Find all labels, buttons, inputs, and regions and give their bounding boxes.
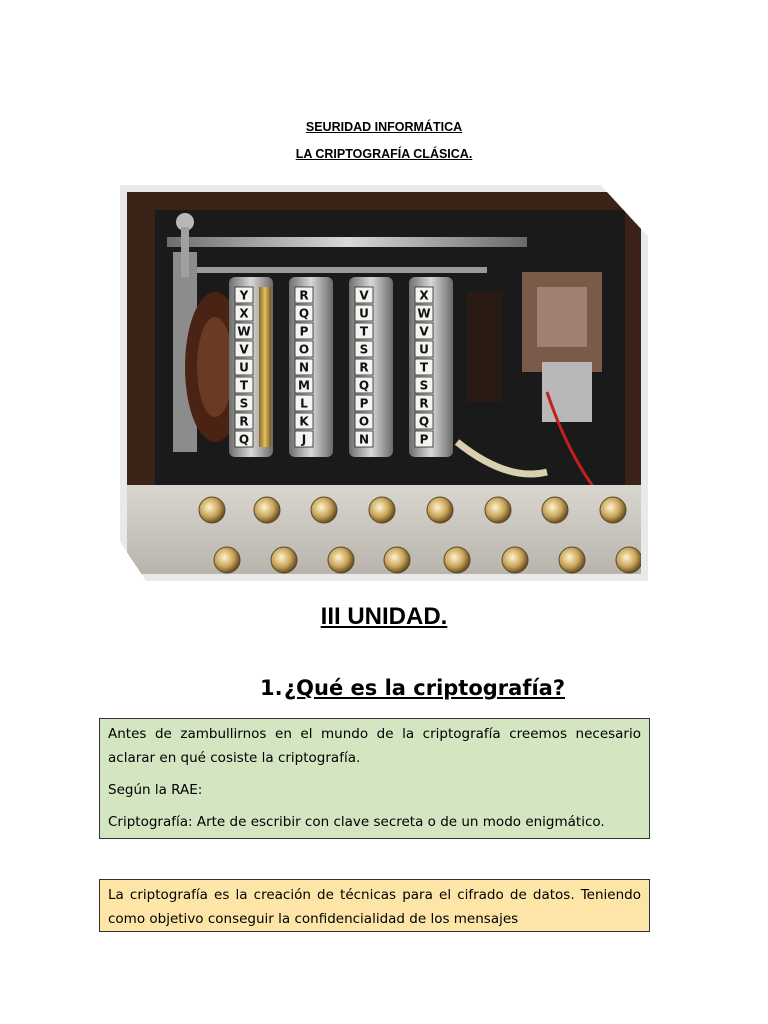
rotor-letter: X xyxy=(419,288,429,303)
rotor-letter: O xyxy=(298,342,310,357)
rotor-letter: U xyxy=(239,360,249,375)
rotor-letter: Q xyxy=(298,306,310,321)
rotor-letter: P xyxy=(359,396,369,411)
definition-box xyxy=(99,718,650,839)
rotor-letter: P xyxy=(299,324,309,339)
rae-definition: Criptografía: Arte de escribir con clave secreta o de un modo enigmático. xyxy=(108,814,605,830)
lamp xyxy=(311,497,337,523)
rotor-letter: L xyxy=(300,396,308,411)
rotor-letter: O xyxy=(358,414,370,429)
lamp xyxy=(199,497,225,523)
rotor-letter: R xyxy=(299,288,309,303)
rotor-letter: W xyxy=(417,306,431,321)
rotor-letter: M xyxy=(298,378,310,393)
lamp xyxy=(502,547,528,573)
summary-paragraph: La criptografía es la creación de técnicas para el cifrado de datos. Teniendo como objetivo conseguir la confidencialidad de los mensajes xyxy=(108,887,641,927)
unit-title: III UNIDAD. xyxy=(320,603,448,630)
rotor-letter: R xyxy=(419,396,429,411)
enigma-rotor-photo xyxy=(120,185,648,581)
rotor-letter: R xyxy=(239,414,249,429)
rotor-letter: P xyxy=(419,432,429,447)
intro-paragraph: Antes de zambullirnos en el mundo de la criptografía creemos necesario aclarar en qué cosiste la criptografía. xyxy=(108,726,641,766)
rotor-letter: U xyxy=(359,306,369,321)
summary-box xyxy=(99,879,650,932)
lamp xyxy=(616,547,641,573)
lamp xyxy=(542,497,568,523)
section-heading xyxy=(260,676,565,700)
rotor-letter: T xyxy=(419,360,429,375)
rotor-letter: Q xyxy=(238,432,250,447)
rotor-letter: T xyxy=(239,378,249,393)
lamp xyxy=(328,547,354,573)
rotor-letter: S xyxy=(419,378,429,393)
lamp xyxy=(427,497,453,523)
rotor-letter: V xyxy=(419,324,429,339)
rotor-letter: N xyxy=(298,360,310,375)
lamp xyxy=(254,497,280,523)
rotor-letter: S xyxy=(239,396,249,411)
lamp xyxy=(384,547,410,573)
document-header-subject: SEURIDAD INFORMÁTICA xyxy=(305,120,463,134)
lamp xyxy=(444,547,470,573)
rotor-letter: N xyxy=(358,432,370,447)
rotor-letter: J xyxy=(301,432,307,447)
enigma-rotor-illustration xyxy=(127,192,641,574)
rotor-letter: W xyxy=(237,324,251,339)
rotor-axle xyxy=(167,237,527,247)
lamp xyxy=(559,547,585,573)
document-header-topic: LA CRIPTOGRAFÍA CLÁSICA. xyxy=(295,147,473,161)
rotor-letter: Q xyxy=(358,378,370,393)
section-number: 1. xyxy=(260,676,283,700)
rotor-letter: U xyxy=(419,342,429,357)
lamp xyxy=(369,497,395,523)
rotor-letter: R xyxy=(359,360,369,375)
rotor-letter: V xyxy=(359,288,369,303)
rotor-letter: V xyxy=(239,342,249,357)
rae-label: Según la RAE: xyxy=(108,782,203,798)
lamp xyxy=(271,547,297,573)
rotor-letter: K xyxy=(299,414,309,429)
lamp xyxy=(485,497,511,523)
right-contact-block xyxy=(467,292,502,402)
rotor-letter: S xyxy=(359,342,369,357)
lamp xyxy=(214,547,240,573)
rotor-letter: X xyxy=(239,306,249,321)
lamp xyxy=(600,497,626,523)
rotor-letter: T xyxy=(359,324,369,339)
rotor-letter: Y xyxy=(239,288,249,303)
section-title: ¿Qué es la criptografía? xyxy=(284,676,566,700)
rotor-letter: Q xyxy=(418,414,430,429)
